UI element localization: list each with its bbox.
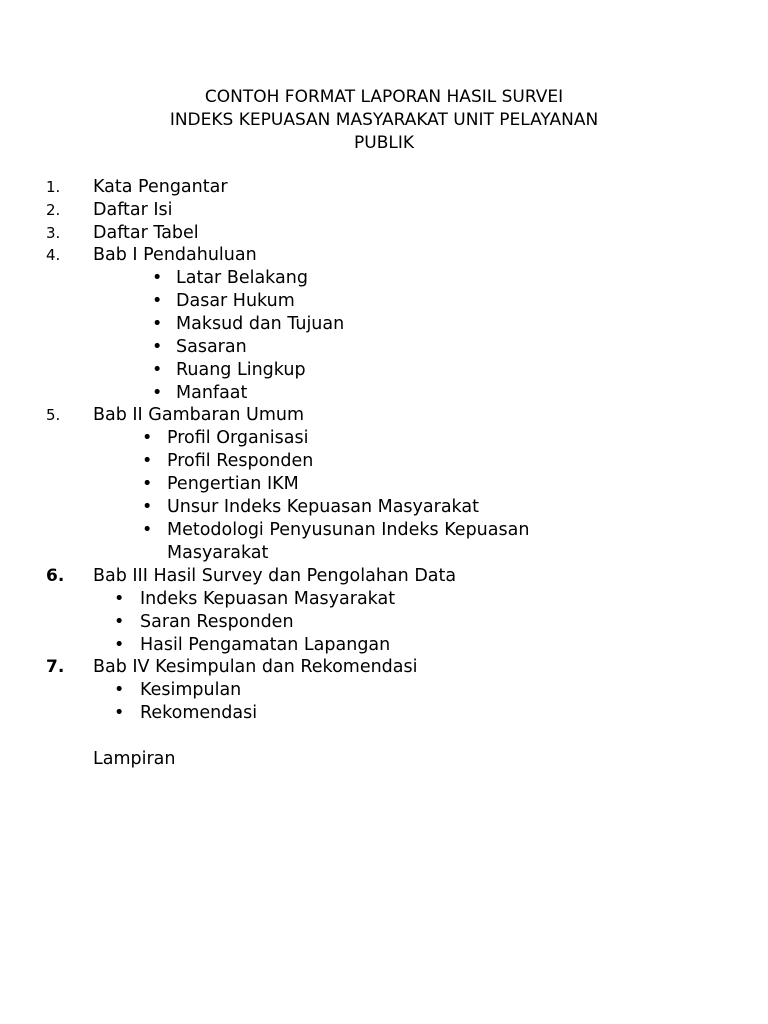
- bullet-icon: •: [152, 291, 163, 311]
- bullet-icon: •: [142, 497, 153, 517]
- sub-item-label: Unsur Indeks Kepuasan Masyarakat: [167, 497, 479, 517]
- item-number: 3.: [46, 224, 61, 242]
- sub-item-label: Metodologi Penyusunan Indeks Kepuasan: [167, 520, 530, 540]
- item-label: Bab II Gambaran Umum: [93, 405, 305, 425]
- bullet-icon: •: [152, 314, 163, 334]
- bullet-icon: •: [142, 474, 153, 494]
- item-label: Kata Pengantar: [93, 177, 228, 197]
- sub-item-label: Saran Responden: [140, 612, 294, 632]
- item-label: Daftar Tabel: [93, 223, 199, 243]
- document-title-line-2: INDEKS KEPUASAN MASYARAKAT UNIT PELAYANAN: [169, 110, 599, 130]
- sub-item-label: Kesimpulan: [140, 680, 242, 700]
- bullet-icon: •: [142, 428, 153, 448]
- item-number: 4.: [46, 246, 61, 264]
- bullet-icon: •: [114, 635, 125, 655]
- item-label: Bab I Pendahuluan: [93, 245, 257, 265]
- sub-item-label: Profil Responden: [167, 451, 314, 471]
- sub-item-label: Ruang Lingkup: [176, 360, 306, 380]
- item-label: Daftar Isi: [93, 200, 173, 220]
- item-number: 1.: [46, 178, 61, 196]
- document-title-line-1: CONTOH FORMAT LAPORAN HASIL SURVEI: [204, 87, 564, 107]
- bullet-icon: •: [114, 612, 125, 632]
- sub-item-label-continuation: Masyarakat: [167, 543, 269, 563]
- sub-item-label: Hasil Pengamatan Lapangan: [140, 635, 391, 655]
- bullet-icon: •: [114, 703, 125, 723]
- item-number: 7.: [46, 657, 65, 677]
- sub-item-label: Latar Belakang: [176, 268, 308, 288]
- bullet-icon: •: [152, 360, 163, 380]
- item-number: 5.: [46, 406, 61, 424]
- sub-item-label: Manfaat: [176, 383, 248, 403]
- sub-item-label: Sasaran: [176, 337, 247, 357]
- sub-item-label: Profil Organisasi: [167, 428, 309, 448]
- item-number: 2.: [46, 201, 61, 219]
- item-label: Bab IV Kesimpulan dan Rekomendasi: [93, 657, 418, 677]
- bullet-icon: •: [114, 680, 125, 700]
- sub-item-label: Pengertian IKM: [167, 474, 299, 494]
- item-label: Bab III Hasil Survey dan Pengolahan Data: [93, 566, 457, 586]
- bullet-icon: •: [152, 268, 163, 288]
- bullet-icon: •: [152, 337, 163, 357]
- item-number: 6.: [46, 566, 65, 586]
- document-title-line-3: PUBLIK: [354, 133, 414, 153]
- bullet-icon: •: [142, 451, 153, 471]
- sub-item-label: Maksud dan Tujuan: [176, 314, 345, 334]
- bullet-icon: •: [114, 589, 125, 609]
- bullet-icon: •: [142, 520, 153, 540]
- sub-item-label: Rekomendasi: [140, 703, 258, 723]
- sub-item-label: Indeks Kepuasan Masyarakat: [140, 589, 396, 609]
- bullet-icon: •: [152, 383, 163, 403]
- appendix-label: Lampiran: [93, 749, 176, 769]
- sub-item-label: Dasar Hukum: [176, 291, 295, 311]
